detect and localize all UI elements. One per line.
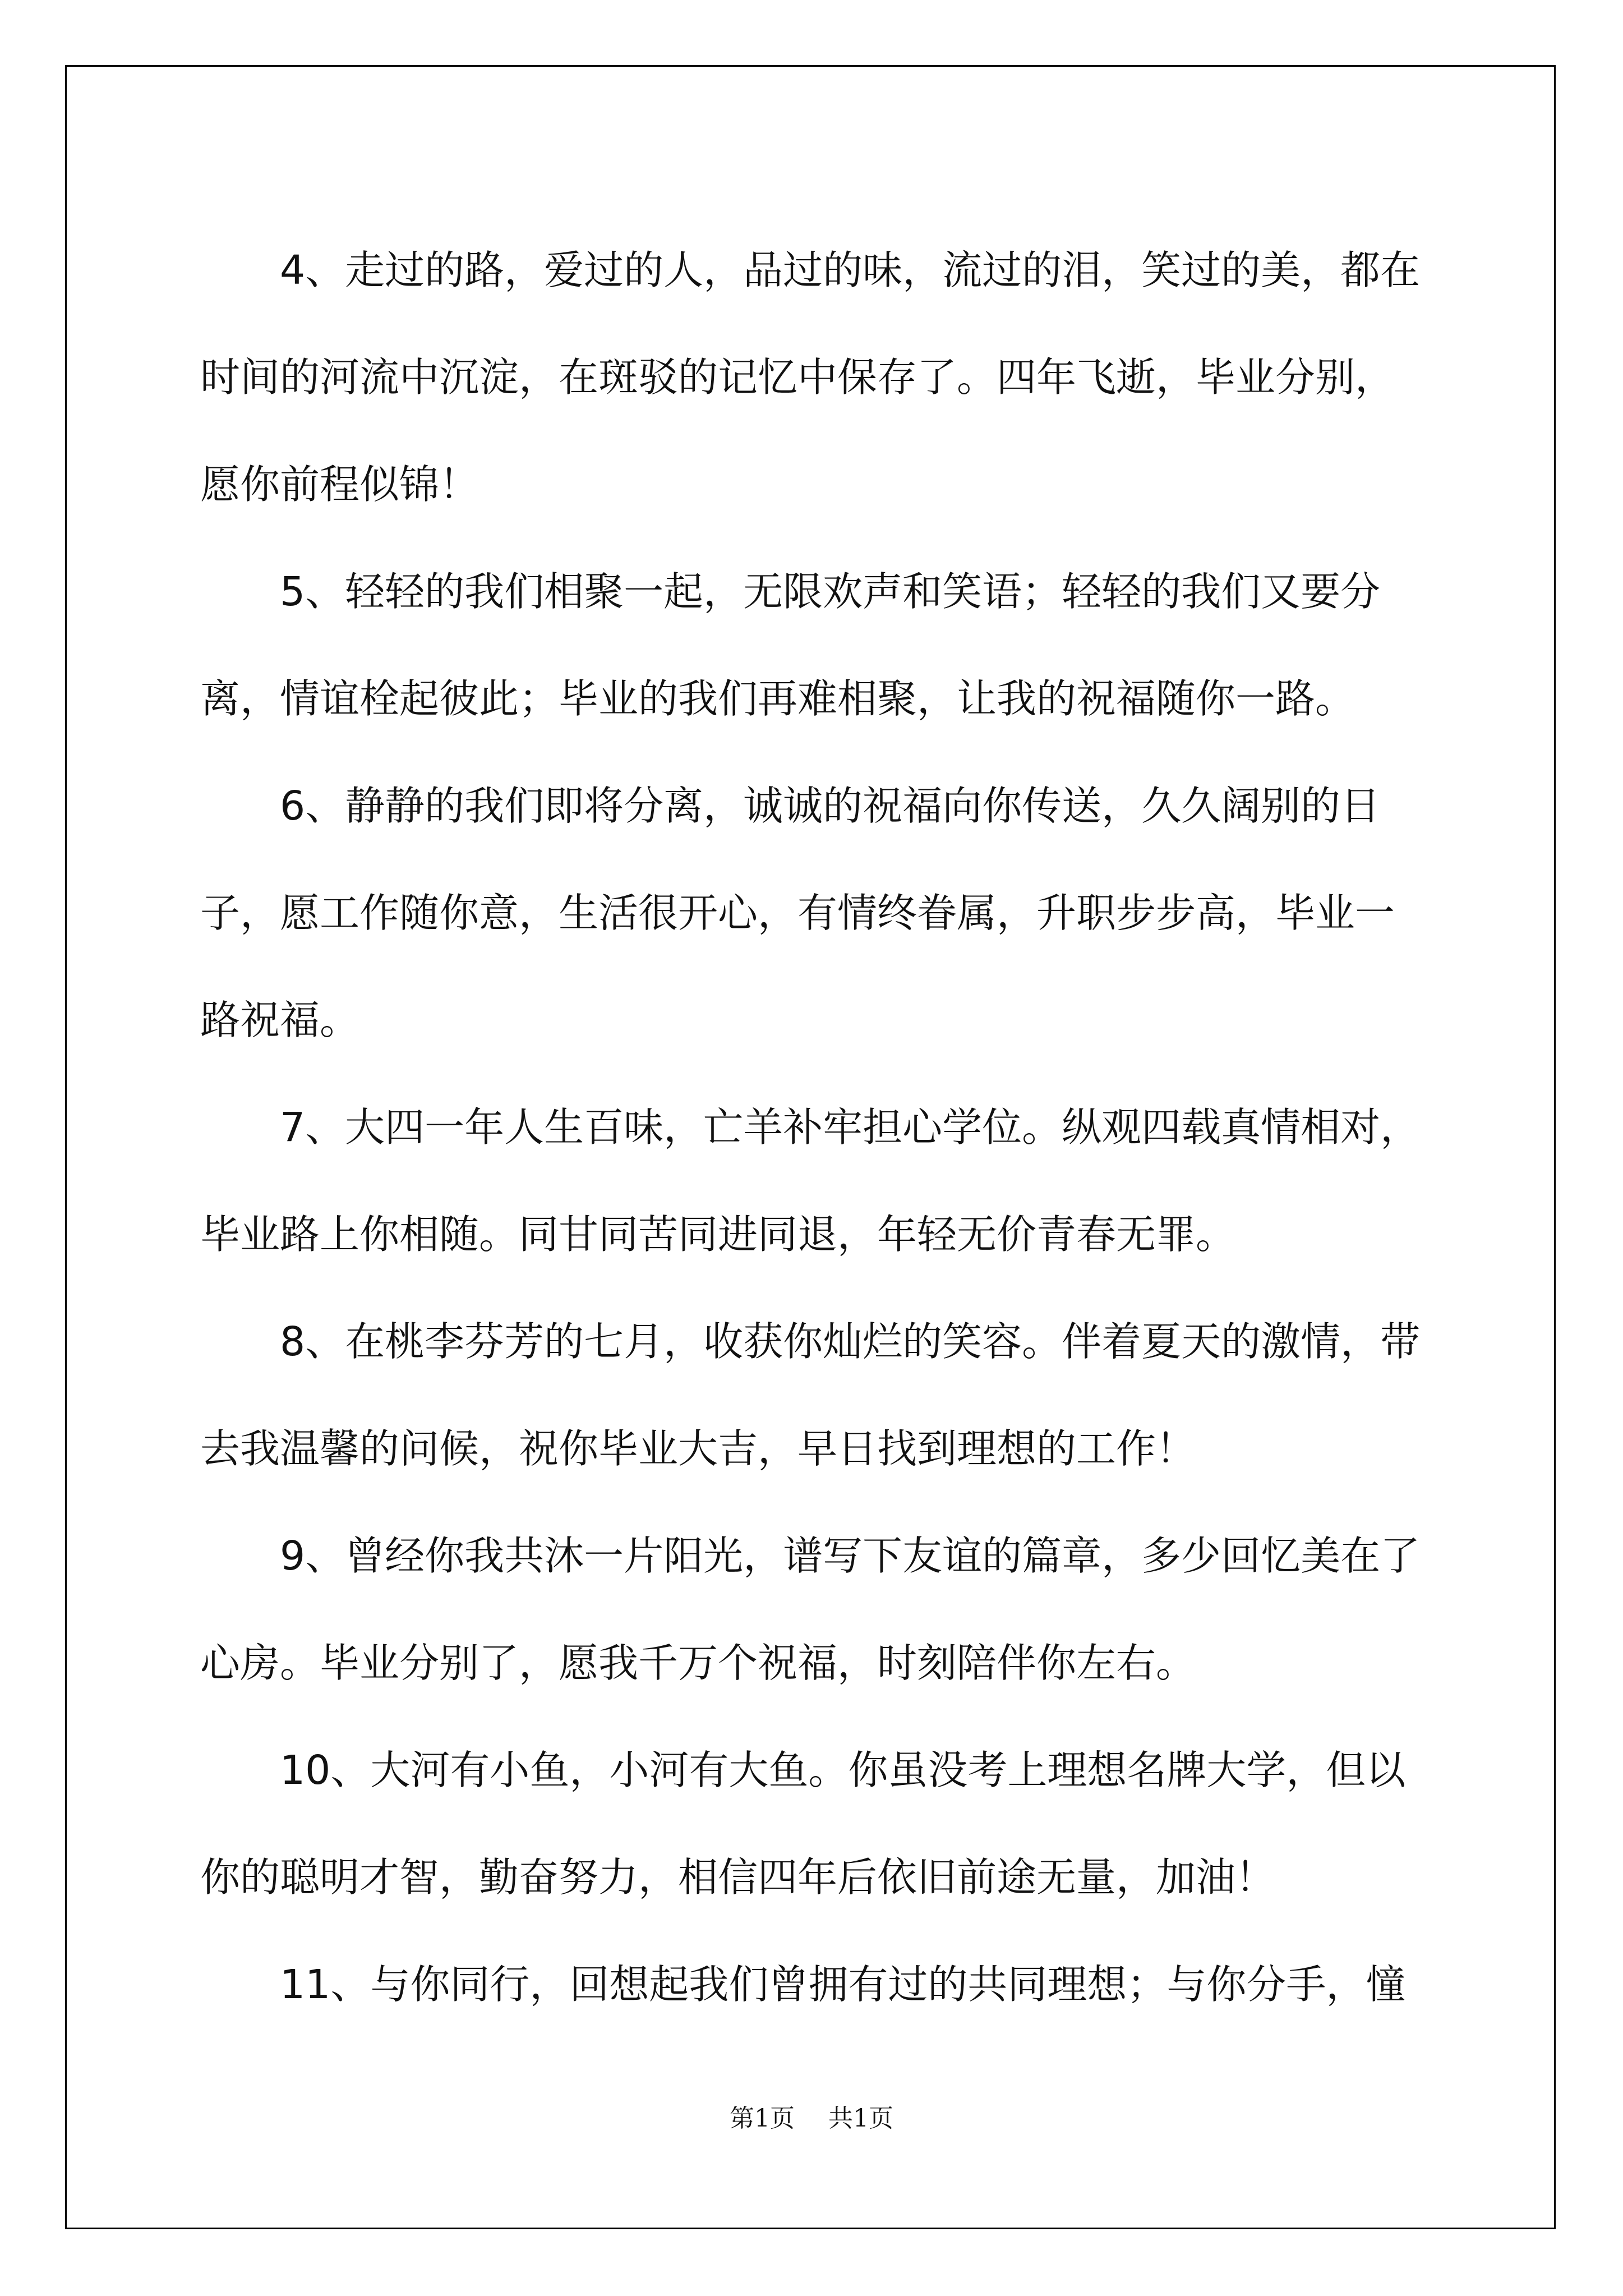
page-footer: [0, 2098, 1623, 2134]
paragraph-9: 9、曾经你我共沐一片阳光，谱写下友谊的篇章，多少回忆美在了心房。毕业分别了，愿我千万个祝福，时刻陪伴你左右。: [200, 1533, 1421, 1686]
document-body: [200, 217, 1428, 2038]
paragraph-8: 8、在桃李芬芳的七月，收获你灿烂的笑容。伴着夏天的激情，带去我温馨的问候，祝你毕业大吉，早日找到理想的工作！: [200, 1318, 1421, 1472]
paragraph-5: 5、轻轻的我们相聚一起，无限欢声和笑语；轻轻的我们又要分离，情谊栓起彼此；毕业的我们再难相聚，让我的祝福随你一路。: [200, 568, 1381, 722]
paragraph-4: 4、走过的路，爱过的人，品过的味，流过的泪，笑过的美，都在时间的河流中沉淀，在斑驳的记忆中保存了。四年飞逝，毕业分别，愿你前程似锦！: [200, 247, 1421, 508]
paragraph-11: 11、与你同行，回想起我们曾拥有过的共同理想；与你分手，憧: [280, 1961, 1406, 2008]
paragraph-6: 6、静静的我们即将分离，诚诚的祝福向你传送，久久阔别的日子，愿工作随你意，生活很开心，有情终眷属，升职步步高，毕业一路祝福。: [200, 783, 1395, 1043]
page-number-total: 共1页: [828, 2104, 893, 2133]
paragraph-7: 7、大四一年人生百味，亡羊补牢担心学位。纵观四载真情相对，毕业路上你相随。同甘同苦同进同退，年轻无价青春无罪。: [200, 1104, 1421, 1258]
page-number-current: 第1页: [730, 2104, 795, 2133]
paragraph-10: 10、大河有小鱼，小河有大鱼。你虽没考上理想名牌大学，但以你的聪明才智，勤奋努力，相信四年后依旧前途无量，加油！: [200, 1747, 1406, 1901]
